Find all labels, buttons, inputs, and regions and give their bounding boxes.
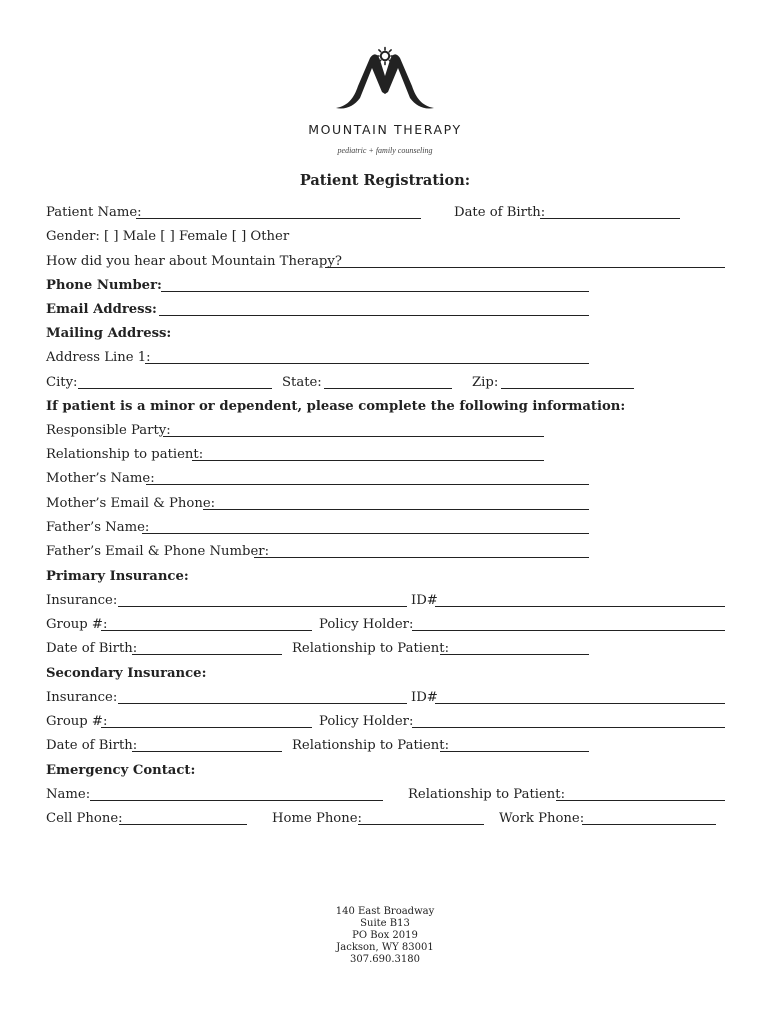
row-mailing-address [46, 324, 770, 344]
secondary-policy-holder-field[interactable] [412, 727, 725, 728]
primary-group-label: Group #: [46, 617, 108, 632]
row-address-line-1 [46, 348, 770, 368]
row-emergency-phones [46, 809, 770, 829]
cell-phone-label: Cell Phone: [46, 811, 123, 826]
hear-about-label: How did you hear about Mountain Therapy? [46, 254, 342, 269]
row-primary-insurance-id [46, 591, 770, 611]
footer-suite: Suite B13 [360, 918, 410, 929]
cell-phone-field[interactable] [119, 824, 247, 825]
mothers-email-phone-field[interactable] [203, 509, 589, 510]
zip-field[interactable] [501, 388, 634, 389]
secondary-relationship-field[interactable] [440, 751, 589, 752]
minor-notice-heading: If patient is a minor or dependent, please complete the following information: [46, 399, 626, 414]
secondary-insurance-heading: Secondary Insurance: [46, 666, 207, 681]
row-primary-group-holder [46, 615, 770, 635]
row-emergency-contact [46, 761, 770, 781]
row-fathers-name [46, 518, 770, 538]
row-secondary-group-holder [46, 712, 770, 732]
emergency-relationship-label: Relationship to Patient: [408, 787, 566, 802]
primary-id-field[interactable] [435, 606, 725, 607]
secondary-insurance-field[interactable] [118, 703, 407, 704]
email-address-label: Email Address: [46, 302, 157, 317]
footer-address [0, 906, 770, 966]
brand-tagline: pediatric + family counseling [337, 146, 433, 155]
phone-number-field[interactable] [161, 291, 589, 292]
patient-name-field[interactable] [136, 218, 421, 219]
secondary-id-field[interactable] [435, 703, 725, 704]
emergency-name-field[interactable] [90, 800, 383, 801]
responsible-party-field[interactable] [163, 436, 544, 437]
city-label: City: [46, 375, 78, 390]
mothers-email-phone-label: Mother’s Email & Phone: [46, 496, 216, 511]
page-title: Patient Registration: [299, 172, 471, 189]
mailing-address-heading: Mailing Address: [46, 326, 172, 341]
primary-policy-holder-field[interactable] [412, 630, 725, 631]
row-primary-insurance [46, 567, 770, 587]
hear-about-field[interactable] [325, 267, 725, 268]
emergency-name-label: Name: [46, 787, 91, 802]
responsible-party-label: Responsible Party: [46, 423, 171, 438]
row-relationship [46, 445, 770, 465]
mountain-therapy-logo [330, 46, 440, 116]
row-email [46, 300, 770, 320]
city-field[interactable] [78, 388, 272, 389]
secondary-dob-field[interactable] [132, 751, 282, 752]
secondary-id-label: ID# [411, 690, 438, 705]
zip-label: Zip: [472, 375, 499, 390]
primary-id-label: ID# [411, 593, 438, 608]
gender-options[interactable]: Gender: [ ] Male [ ] Female [ ] Other [46, 229, 290, 244]
mothers-name-label: Mother’s Name: [46, 471, 155, 486]
secondary-policy-holder-label: Policy Holder: [319, 714, 414, 729]
row-secondary-insurance [46, 664, 770, 684]
primary-policy-holder-label: Policy Holder: [319, 617, 414, 632]
row-emergency-name [46, 785, 770, 805]
primary-relationship-label: Relationship to Patient: [292, 641, 450, 656]
row-fathers-email-phone [46, 542, 770, 562]
row-mothers-name [46, 469, 770, 489]
primary-dob-field[interactable] [132, 654, 282, 655]
row-mothers-email-phone [46, 494, 770, 514]
relationship-field[interactable] [192, 460, 544, 461]
fathers-email-phone-field[interactable] [254, 557, 589, 558]
primary-dob-label: Date of Birth: [46, 641, 138, 656]
footer-po-box: PO Box 2019 [352, 930, 418, 941]
row-hear-about [46, 252, 770, 272]
fathers-name-field[interactable] [142, 533, 589, 534]
brand-name: MOUNTAIN THERAPY [308, 122, 462, 137]
secondary-relationship-label: Relationship to Patient: [292, 738, 450, 753]
fathers-email-phone-label: Father’s Email & Phone Number: [46, 544, 270, 559]
row-minor-notice [46, 397, 770, 417]
primary-insurance-field[interactable] [118, 606, 407, 607]
row-gender [46, 227, 770, 247]
emergency-contact-heading: Emergency Contact: [46, 763, 196, 778]
email-address-field[interactable] [159, 315, 589, 316]
work-phone-field[interactable] [582, 824, 716, 825]
footer-city-state-zip: Jackson, WY 83001 [336, 942, 434, 953]
row-secondary-dob-relationship [46, 736, 770, 756]
row-city-state-zip [46, 373, 770, 393]
date-of-birth-label: Date of Birth: [454, 205, 546, 220]
fathers-name-label: Father’s Name: [46, 520, 150, 535]
home-phone-field[interactable] [358, 824, 484, 825]
date-of-birth-field[interactable] [540, 218, 680, 219]
state-label: State: [282, 375, 322, 390]
relationship-label: Relationship to patient: [46, 447, 204, 462]
secondary-group-label: Group #: [46, 714, 108, 729]
address-line-1-label: Address Line 1: [46, 350, 151, 365]
primary-relationship-field[interactable] [440, 654, 589, 655]
secondary-group-field[interactable] [101, 727, 312, 728]
address-line-1-field[interactable] [145, 363, 589, 364]
phone-number-label: Phone Number: [46, 278, 162, 293]
footer-phone: 307.690.3180 [350, 954, 420, 965]
state-field[interactable] [324, 388, 452, 389]
row-secondary-insurance-id [46, 688, 770, 708]
row-patient-name [46, 203, 770, 223]
primary-insurance-label: Insurance: [46, 593, 118, 608]
primary-group-field[interactable] [101, 630, 312, 631]
work-phone-label: Work Phone: [499, 811, 585, 826]
row-phone [46, 276, 770, 296]
patient-name-label: Patient Name: [46, 205, 142, 220]
footer-street: 140 East Broadway [335, 906, 435, 917]
secondary-dob-label: Date of Birth: [46, 738, 138, 753]
home-phone-label: Home Phone: [272, 811, 362, 826]
mothers-name-field[interactable] [146, 484, 589, 485]
secondary-insurance-label: Insurance: [46, 690, 118, 705]
row-primary-dob-relationship [46, 639, 770, 659]
row-responsible-party [46, 421, 770, 441]
primary-insurance-heading: Primary Insurance: [46, 569, 189, 584]
emergency-relationship-field[interactable] [556, 800, 725, 801]
